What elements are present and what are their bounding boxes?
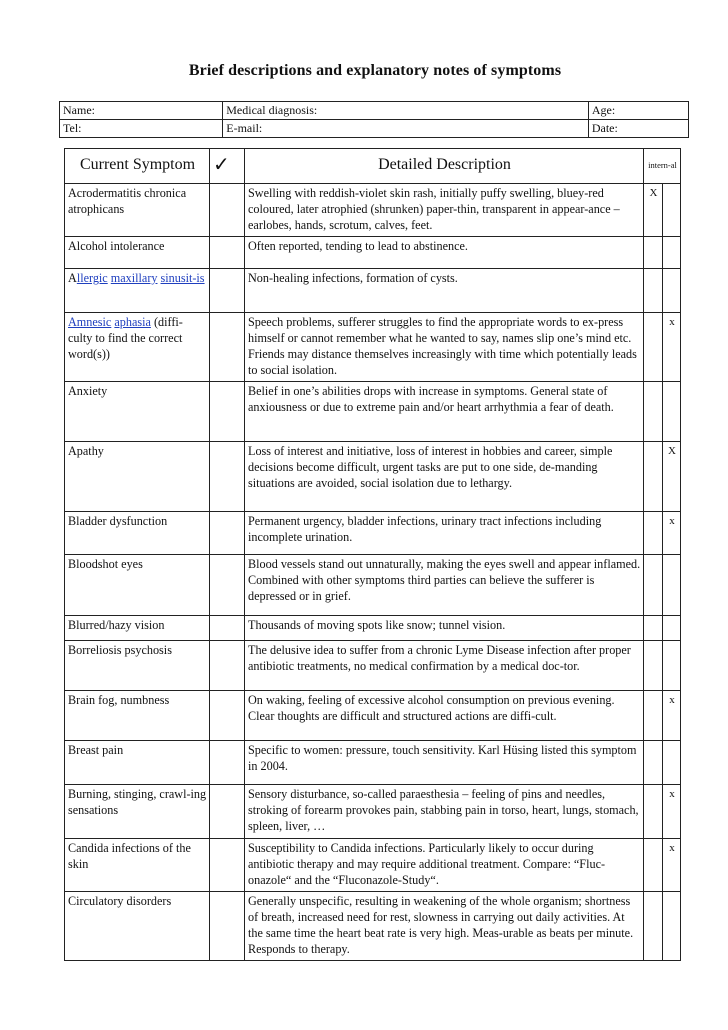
check-cell[interactable] [210, 641, 245, 691]
symptom-description: Belief in one’s abilities drops with increase in symptoms. General state of anxiousness or due to extreme pain and/or heart arrhythmia a fear of death. [245, 382, 644, 442]
symptom-name: Amnesic aphasia (diffi-culty to find the correct word(s)) [65, 313, 210, 382]
internal-mark[interactable] [644, 741, 663, 785]
check-cell[interactable] [210, 442, 245, 512]
mark-cell[interactable] [663, 892, 681, 961]
symptom-description: On waking, feeling of excessive alcohol consumption on previous evening. Clear thoughts are difficult and structured actions are diffi-cult. [245, 691, 644, 741]
checkmark-icon: ✓ [210, 149, 245, 184]
internal-mark[interactable] [644, 785, 663, 839]
check-cell[interactable] [210, 269, 245, 313]
internal-mark[interactable] [644, 839, 663, 892]
symptom-name: Brain fog, numbness [65, 691, 210, 741]
name-field[interactable]: Name: [60, 102, 223, 120]
detailed-description-header: Detailed Description [245, 149, 644, 184]
internal-mark[interactable] [644, 382, 663, 442]
mark-cell[interactable]: x [663, 839, 681, 892]
check-cell[interactable] [210, 616, 245, 641]
symptom-name: Alcohol intolerance [65, 237, 210, 269]
check-cell[interactable] [210, 313, 245, 382]
table-row [65, 555, 681, 616]
symptom-description: Permanent urgency, bladder infections, urinary tract infections including incomplete urination. [245, 512, 644, 555]
mark-cell[interactable]: X [663, 442, 681, 512]
table-row [65, 382, 681, 442]
mark-cell[interactable] [663, 237, 681, 269]
internal-mark[interactable] [644, 691, 663, 741]
symptom-name: Blurred/hazy vision [65, 616, 210, 641]
current-symptom-header: Current Symptom [65, 149, 210, 184]
internal-mark[interactable] [644, 512, 663, 555]
table-row [65, 691, 681, 741]
email-field[interactable]: E-mail: [223, 120, 589, 138]
symptom-description: Blood vessels stand out unnaturally, making the eyes swell and appear inflamed. Combined with other symptoms third parties can believe the sufferer is depressed or in grief. [245, 555, 644, 616]
age-field[interactable]: Age: [588, 102, 688, 120]
internal-mark[interactable] [644, 442, 663, 512]
table-row [65, 785, 681, 839]
symptom-name: Borreliosis psychosis [65, 641, 210, 691]
internal-header: intern-al [644, 149, 681, 184]
symptom-description: Specific to women: pressure, touch sensitivity. Karl Hüsing listed this symptom in 2004. [245, 741, 644, 785]
symptom-name: Bladder dysfunction [65, 512, 210, 555]
internal-mark[interactable] [644, 641, 663, 691]
symptom-name: Acrodermatitis chronica atrophicans [65, 184, 210, 237]
symptom-description: The delusive idea to suffer from a chronic Lyme Disease infection after proper antibiotic treatments, no medical confirmation by a medical doc-tor. [245, 641, 644, 691]
internal-mark[interactable] [644, 237, 663, 269]
symptom-description: Sensory disturbance, so-called paraesthesia – feeling of pins and needles, stroking of forearm provokes pain, stabbing pain in torso, heart, lungs, stomach, spleen, liver, … [245, 785, 644, 839]
symptom-name: Apathy [65, 442, 210, 512]
symptom-name: Anxiety [65, 382, 210, 442]
table-row [65, 512, 681, 555]
check-cell[interactable] [210, 839, 245, 892]
symptom-name: Candida infections of the skin [65, 839, 210, 892]
symptom-description: Speech problems, sufferer struggles to find the appropriate words to ex-press himself or cannot remember what he wanted to say, names slip one’s mind etc. Friends may distance themselves increasingly with time which potentially leads to social isolation. [245, 313, 644, 382]
mark-cell[interactable]: x [663, 313, 681, 382]
internal-mark[interactable] [644, 892, 663, 961]
internal-mark[interactable] [644, 555, 663, 616]
check-cell[interactable] [210, 184, 245, 237]
check-cell[interactable] [210, 237, 245, 269]
mark-cell[interactable]: x [663, 512, 681, 555]
sinusitis-link[interactable]: sinusit-is [160, 271, 205, 285]
check-cell[interactable] [210, 691, 245, 741]
internal-mark[interactable] [644, 269, 663, 313]
symptoms-table [64, 148, 681, 961]
document-title: Brief descriptions and explanatory notes of symptoms [188, 62, 562, 79]
table-row [65, 442, 681, 512]
symptom-description: Loss of interest and initiative, loss of interest in hobbies and career, simple decisions become difficult, urgent tasks are put to one side, de-manding situations are avoided, social isolation due to lethargy. [245, 442, 644, 512]
symptom-description: Generally unspecific, resulting in weakening of the whole organism; shortness of breath, increased need for rest, slowness in carrying out daily activities. At the same time the heart beat rate is very high. Meas-urable as beats per minute. Responds to therapy. [245, 892, 644, 961]
symptom-name: Breast pain [65, 741, 210, 785]
mark-cell[interactable]: x [663, 785, 681, 839]
symptom-name: Burning, stinging, crawl-ing sensations [65, 785, 210, 839]
check-cell[interactable] [210, 741, 245, 785]
patient-info-table [59, 101, 689, 138]
symptom-name: Bloodshot eyes [65, 555, 210, 616]
symptom-description: Thousands of moving spots like snow; tunnel vision. [245, 616, 644, 641]
mark-cell[interactable] [663, 382, 681, 442]
medical-diagnosis-field[interactable]: Medical diagnosis: [223, 102, 589, 120]
amnesic-link[interactable]: Amnesic [68, 315, 112, 329]
symptom-description: Non-healing infections, formation of cysts. [245, 269, 644, 313]
symptom-description: Susceptibility to Candida infections. Particularly likely to occur during antibiotic therapy and may require additional treatment. Compare: “Fluc-onazole“ and the “Fluconazole-Study“. [245, 839, 644, 892]
mark-cell[interactable]: x [663, 691, 681, 741]
internal-mark[interactable] [644, 616, 663, 641]
table-row [65, 839, 681, 892]
mark-cell[interactable] [663, 616, 681, 641]
aphasia-link[interactable]: aphasia [114, 315, 151, 329]
check-cell[interactable] [210, 892, 245, 961]
table-row [65, 616, 681, 641]
table-row [65, 641, 681, 691]
check-cell[interactable] [210, 785, 245, 839]
symptom-description: Often reported, tending to lead to abstinence. [245, 237, 644, 269]
tel-field[interactable]: Tel: [60, 120, 223, 138]
table-row [65, 237, 681, 269]
mark-cell[interactable] [663, 741, 681, 785]
allergic-link[interactable]: llergic [76, 271, 108, 285]
table-row [65, 741, 681, 785]
internal-mark[interactable]: X [644, 184, 663, 237]
table-row [65, 184, 681, 237]
symptom-name: Circulatory disorders [65, 892, 210, 961]
mark-cell[interactable] [663, 269, 681, 313]
table-row [65, 269, 681, 313]
table-row [65, 892, 681, 961]
date-field[interactable]: Date: [588, 120, 688, 138]
maxillary-link[interactable]: maxillary [110, 271, 158, 285]
symptom-description: Swelling with reddish-violet skin rash, initially puffy swelling, bluey-red coloured, later atrophied (shrunken) paper-thin, transparent in appear-ance – earlobes, hands, scrotum, calves, feet. [245, 184, 644, 237]
check-cell[interactable] [210, 555, 245, 616]
internal-mark[interactable] [644, 313, 663, 382]
check-cell[interactable] [210, 382, 245, 442]
check-cell[interactable] [210, 512, 245, 555]
mark-cell[interactable] [663, 641, 681, 691]
symptom-name: Allergic maxillary sinusit-is [65, 269, 210, 313]
table-row [65, 313, 681, 382]
mark-cell[interactable] [663, 184, 681, 237]
mark-cell[interactable] [663, 555, 681, 616]
